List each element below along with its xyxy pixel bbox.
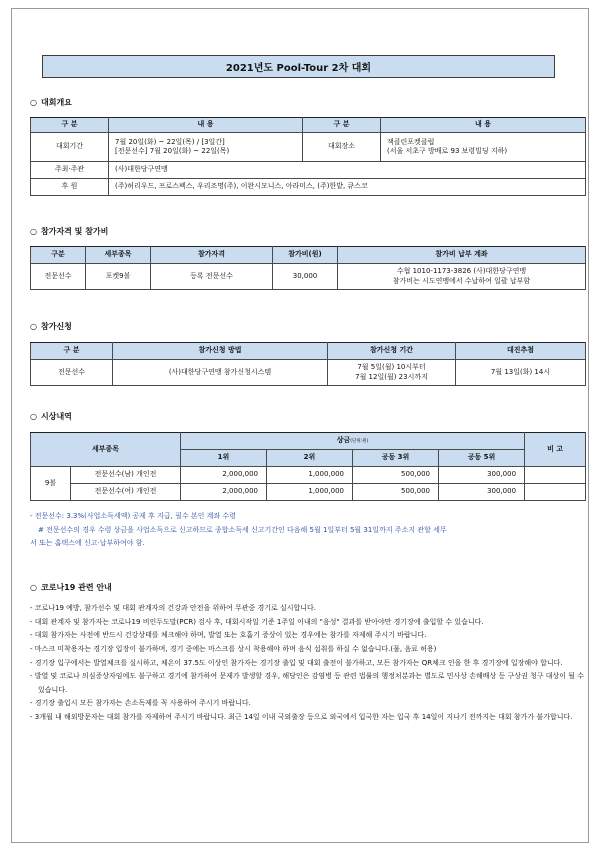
period-line: 7월 20일(화) ~ 22일(목) / [3일간] xyxy=(115,137,225,146)
venue-line: 잭클린포켓클럽 xyxy=(387,137,435,146)
period-line: [전문선수] 7월 20일(화) ~ 22일(목) xyxy=(115,147,230,155)
prizes-table xyxy=(30,432,586,501)
note-cell xyxy=(525,467,586,484)
covid-notes xyxy=(30,602,585,725)
covid-note: - 3개월 내 해외방문자는 대회 참가를 자제하여 주시기 바랍니다. 최근 14일 이내 국외출장 등으로 외국에서 입국한 자는 입국 후 14일이 지나기 전까지는 대회 참가가 불가합니다. xyxy=(30,713,573,722)
prize-unit-label: (단위:원) xyxy=(350,439,369,445)
circle-bullet-icon: ○ xyxy=(30,583,37,592)
circle-bullet-icon: ○ xyxy=(30,98,37,107)
note-cell xyxy=(525,484,586,501)
rank-header: 1위 xyxy=(181,450,267,467)
header-cell: 참가비(원) xyxy=(273,247,338,264)
covid-note: - 대회 관계자 및 참가자는 코로나19 비인두도말(PCR) 검사 후, 대회시작일 기준 1주일 이내의 "음성" 결과를 받아야만 경기장에 출입할 수 있습니다. xyxy=(30,617,484,626)
period-value xyxy=(109,133,303,162)
header-cell: 참가비 납부 계좌 xyxy=(338,247,586,264)
header-cell: 내 용 xyxy=(381,118,586,133)
prize-header-label: 상금 xyxy=(336,436,351,445)
prize-note-line: # 전문선수의 경우 수령 상금을 사업소득으로 신고하므로 종합소득세 신고기간인 다음해 5월 1일부터 5월 31일까지 주소지 관할 세무 xyxy=(38,525,447,534)
covid-note: - 경기장 입구에서는 발열체크를 실시하고, 체온이 37.5도 이상인 참가자는 경기장 출입 및 대회 출전이 불가하고, 모든 참가자는 QR체크 인을 한 후 경기장에 입장해야 합니다. xyxy=(30,658,563,667)
covid-note: - 발열 및 코로나 의심증상자임에도 불구하고 경기에 참가하여 문제가 발생할 경우, 해당인은 감염병 등 관련 법률의 행정처분과는 별도로 민사상 손해배상 등 구상권 청구 대상이 될 수 있습니다. xyxy=(30,672,585,694)
event-name-cell: 전문선수(남) 개인전 xyxy=(71,467,181,484)
prize-cell: 500,000 xyxy=(353,484,439,501)
header-cell: 구 분 xyxy=(31,118,109,133)
category-cell: 전문선수 xyxy=(31,264,86,290)
header-cell: 참가신청 기간 xyxy=(328,343,456,360)
period-cell xyxy=(328,360,456,386)
sponsor-value: (주)허리우드, 프로스펙스, 우리조명(주), 이완시모니스, 아라미스, (주)한밭, 큐스코 xyxy=(109,179,586,196)
header-cell: 구 분 xyxy=(303,118,381,133)
section-title: 참가신청 xyxy=(40,322,72,331)
event-name-cell: 전문선수(여) 개인전 xyxy=(71,484,181,501)
section-title: 시상내역 xyxy=(40,412,72,421)
circle-bullet-icon: ○ xyxy=(30,227,37,236)
covid-note: - 대회 참가자는 사전에 반드시 건강상태를 체크해야 하며, 발열 또는 호흡기 증상이 있는 경우에는 참가를 자제해 주시기 바랍니다. xyxy=(30,631,427,640)
header-cell: 세부종목 xyxy=(86,247,151,264)
covid-note: - 코로나19 예방, 참가선수 및 대회 관계자의 건강과 안전을 위하여 무관중 경기로 실시합니다. xyxy=(30,604,317,612)
draw-cell: 7월 13일(화) 14시 xyxy=(456,360,586,386)
sponsor-label: 후 원 xyxy=(31,179,109,196)
application-table xyxy=(30,342,586,386)
section-heading-application xyxy=(30,321,72,332)
account-cell xyxy=(338,264,586,290)
prize-cell: 300,000 xyxy=(439,484,525,501)
header-cell: 대진추첨 xyxy=(456,343,586,360)
prize-note-line: 서 또는 홈택스에 신고·납부하여야 함. xyxy=(30,539,145,548)
covid-note: - 마스크 미착용자는 경기장 입장이 불가하며, 경기 중에는 마스크를 상시 착용해야 하며 음식 섭취를 하실 수 없습니다.(물, 음료 허용) xyxy=(30,644,437,653)
venue-value xyxy=(381,133,586,162)
period-label: 대회기간 xyxy=(31,133,109,162)
header-cell: 내 용 xyxy=(109,118,303,133)
rank-header: 2위 xyxy=(267,450,353,467)
header-cell: 구분 xyxy=(31,247,86,264)
venue-label: 대회장소 xyxy=(303,133,381,162)
prize-notes xyxy=(30,510,585,551)
account-line: 참가비는 시도연맹에서 수납하여 일괄 납부함 xyxy=(392,276,531,285)
event-cell: 포켓9볼 xyxy=(86,264,151,290)
host-value: (사)대한당구연맹 xyxy=(109,162,586,179)
qualification-cell: 등록 전문선수 xyxy=(151,264,273,290)
period-line: 7월 5일(월) 10시부터 xyxy=(357,363,426,372)
circle-bullet-icon: ○ xyxy=(30,412,37,421)
rank-header: 공동 3위 xyxy=(353,450,439,467)
period-line: 7월 12일(월) 23시까지 xyxy=(355,372,428,381)
host-label: 주최·주관 xyxy=(31,162,109,179)
prize-cell: 1,000,000 xyxy=(267,467,353,484)
header-cell: 참가자격 xyxy=(151,247,273,264)
page-title: 2021년도 Pool-Tour 2차 대회 xyxy=(42,55,555,78)
header-cell: 참가신청 방법 xyxy=(113,343,328,360)
rank-header: 공동 5위 xyxy=(439,450,525,467)
section-heading-covid xyxy=(30,582,112,593)
prize-header xyxy=(181,433,525,450)
overview-table xyxy=(30,117,586,196)
covid-note: - 경기장 출입시 모든 참가자는 손소독제를 꼭 사용하여 주시기 바랍니다. xyxy=(30,699,251,708)
prize-cell: 2,000,000 xyxy=(181,484,267,501)
circle-bullet-icon: ○ xyxy=(30,322,37,331)
note-header: 비 고 xyxy=(525,433,586,467)
fee-cell: 30,000 xyxy=(273,264,338,290)
venue-line: (서울 서초구 방배로 93 보령빌딩 지하) xyxy=(387,147,508,155)
category-cell: 전문선수 xyxy=(31,360,113,386)
prize-cell: 1,000,000 xyxy=(267,484,353,501)
event-header: 세부종목 xyxy=(31,433,181,467)
table-row xyxy=(31,484,586,501)
header-cell: 구 분 xyxy=(31,343,113,360)
prize-cell: 500,000 xyxy=(353,467,439,484)
section-title: 대회개요 xyxy=(40,98,72,107)
prize-cell: 2,000,000 xyxy=(181,467,267,484)
section-heading-prizes xyxy=(30,411,72,422)
prize-cell: 300,000 xyxy=(439,467,525,484)
section-title: 참가자격 및 참가비 xyxy=(40,227,109,236)
section-heading-eligibility xyxy=(30,226,108,237)
section-heading-overview xyxy=(30,97,72,108)
method-cell: (사)대한당구연맹 참가신청시스템 xyxy=(113,360,328,386)
eligibility-table xyxy=(30,246,586,290)
table-row xyxy=(31,467,586,484)
account-line: 수협 1010-1173-3826 (사)대한당구연맹 xyxy=(396,267,527,276)
group-cell: 9볼 xyxy=(31,467,71,501)
prize-note-line: - 전문선수: 3.3%(사업소득세액) 공제 후 지급, 필수 본인 계좌 수령 xyxy=(30,512,236,520)
section-title: 코로나19 관련 안내 xyxy=(40,583,112,592)
